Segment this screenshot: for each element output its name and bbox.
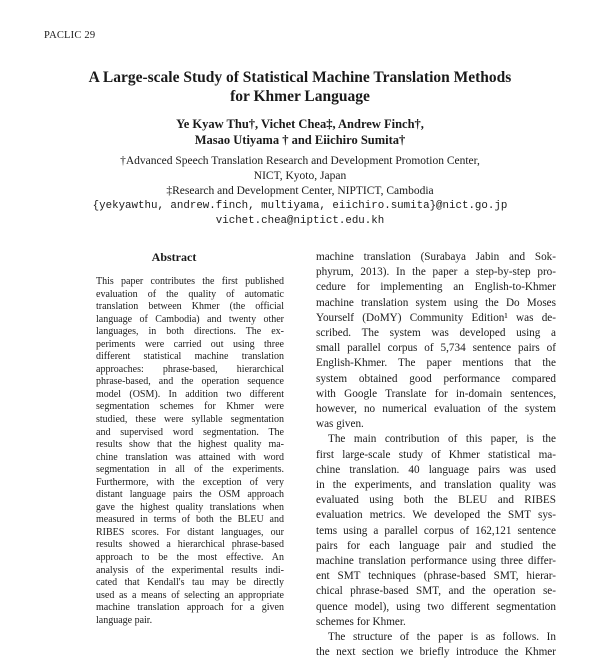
- abstract-line: RIBES scores. For distant languages, our: [96, 526, 284, 538]
- body-line: machine translation system using the Do Moses: [316, 296, 556, 309]
- abstract-line: gave the highest quality translations when: [96, 501, 284, 513]
- body-line: however, no numerical evaluation of the system: [316, 403, 556, 416]
- body-line: evaluated using both the BLEU and RIBES: [316, 494, 556, 507]
- abstract-line: segmentation schemes for Khmer were: [96, 401, 284, 413]
- body-line: The main contribution of this paper, is the: [328, 433, 556, 446]
- abstract-line: results showed a hierarchical phrase-based: [96, 539, 284, 551]
- body-line: machine translation (Surabaya Jabin and Sok-: [316, 251, 556, 263]
- abstract-line: distant language pairs the OSM approach: [96, 489, 284, 501]
- abstract-line: phrase-based, and the operation sequence: [96, 376, 284, 388]
- author-line: Ye Kyaw Thu†, Vichet Chea‡, Andrew Finch†,: [176, 117, 424, 131]
- body-line: quence model), using two different segmentation: [316, 600, 556, 613]
- affiliations: [40, 154, 560, 229]
- body-line: phyrum, 2013). In the paper a step-by-step pro-: [316, 266, 556, 279]
- author-list: [40, 116, 560, 148]
- body-line: with Google Translate for in-domain sentences,: [316, 387, 556, 400]
- abstract-line: approaches: phrase-based, hierarchical: [96, 363, 284, 375]
- paper-title: [40, 68, 560, 106]
- body-line: English-Khmer. The paper mentions that the: [316, 357, 556, 370]
- abstract-line: used as a means of selecting an appropriate: [96, 589, 284, 601]
- body-line: scribed. The system was developed using a: [316, 327, 556, 340]
- body-line: chine translation. 40 language pairs was used: [316, 463, 556, 476]
- body-line: ent SMT techniques (phrase-based SMT, hierar-: [316, 570, 556, 583]
- body-line: machine translation performance using three differ-: [316, 555, 556, 568]
- title-line: for Khmer Language: [230, 88, 370, 105]
- abstract-line: analysis of the experimental results indi-: [96, 564, 284, 576]
- affiliation-line: ‡Research and Development Center, NIPTICT, Cambodia: [166, 185, 434, 197]
- abstract-line: translation between Khmer (the official: [96, 301, 284, 313]
- body-column: [316, 250, 556, 660]
- title-line: A Large-scale Study of Statistical Machine Translation Methods: [88, 69, 512, 86]
- body-line: chical phrase-based SMT, and the operation se-: [316, 585, 556, 598]
- body-line: first large-scale study of Khmer statistical ma-: [316, 448, 556, 461]
- abstract-line: studied, these were syllable segmentation: [96, 414, 284, 426]
- body-line: system obtained good performance compared: [316, 372, 556, 385]
- body-line: was given.: [316, 418, 364, 431]
- abstract-line: machine translation approach for a given: [96, 602, 284, 614]
- abstract-line: languages, in both directions. The ex-: [96, 326, 284, 338]
- abstract-line: Furthermore, with the exception of very: [96, 476, 284, 488]
- body-line: pairs for each language pair and studied the: [316, 539, 556, 552]
- abstract-line: cated that Kendall's tau may be directly: [96, 577, 284, 589]
- body-line: evaluation metrics. We developed the SMT sys-: [316, 509, 556, 522]
- body-line: The structure of the paper is as follows. In: [328, 631, 556, 644]
- body-line: in the experiments, and translation quality was: [316, 479, 556, 492]
- abstract-line: results show that the highest quality ma-: [96, 439, 284, 451]
- abstract-line: different statistical machine translation: [96, 351, 284, 363]
- body-line: tems using a parallel corpus of 162,121 sentence: [316, 524, 556, 537]
- abstract-line: measured in terms of both the BLEU and: [96, 514, 284, 526]
- body-line: Yourself (DoMY) Community Edition¹ was de-: [316, 311, 556, 324]
- abstract-line: language pair.: [96, 614, 153, 626]
- body-line: the next section we briefly introduce the Khmer: [316, 646, 556, 659]
- abstract-line: language of Cambodia) and twenty other: [96, 313, 284, 325]
- abstract-line: and supervised word segmentation. The: [96, 426, 284, 438]
- body-line: small parallel corpus of 5,734 sentence pairs of: [316, 342, 556, 355]
- email-line: {yekyawthu, andrew.finch, multiyama, eiichiro.sumita}@nict.go.jp: [92, 200, 508, 212]
- body-line: schemes for Khmer.: [316, 615, 406, 628]
- conference-header: PACLIC 29: [44, 30, 96, 41]
- abstract-line: approach to be the most effective. An: [96, 552, 284, 564]
- body-line: cedure for implementing an English-to-Khmer: [316, 281, 556, 294]
- abstract-line: segmentation in all of the experiments.: [96, 464, 284, 476]
- author-line: Masao Utiyama † and Eiichiro Sumita†: [194, 133, 406, 147]
- abstract-heading: Abstract: [151, 250, 197, 264]
- affiliation-line: NICT, Kyoto, Japan: [253, 170, 347, 182]
- abstract-line: evaluation of the quality of automatic: [96, 288, 284, 300]
- abstract-line: model (OSM). In addition two different: [96, 388, 284, 400]
- abstract-line: chine translation was attained with word: [96, 451, 284, 463]
- abstract-line: periments were carried out using three: [96, 338, 284, 350]
- email-line: vichet.chea@niptict.edu.kh: [215, 215, 385, 227]
- affiliation-line: †Advanced Speech Translation Research and Development Promotion Center,: [120, 155, 480, 167]
- abstract-line: This paper contributes the first published: [96, 276, 284, 287]
- abstract-body: [96, 276, 284, 627]
